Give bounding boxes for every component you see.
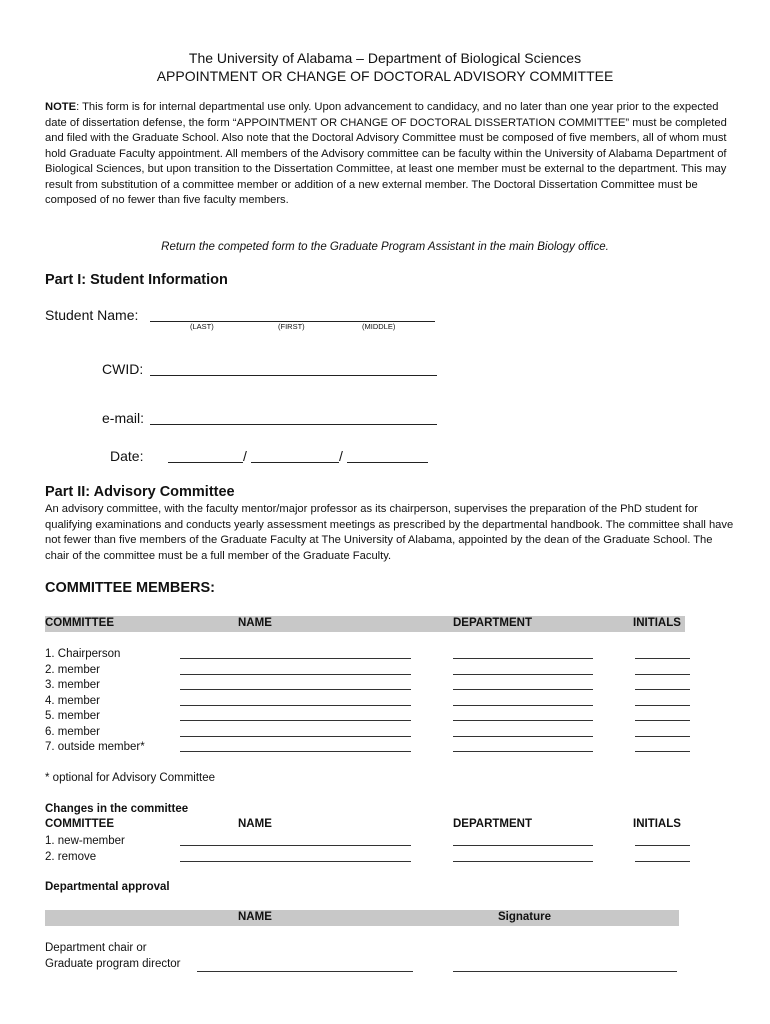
name-field[interactable] [180, 850, 411, 862]
committee-role: 3. member [45, 679, 100, 691]
committee-row [45, 647, 695, 663]
form-title: The University of Alabama – Department of Biological Sciences [188, 50, 582, 66]
name-field[interactable] [180, 725, 411, 737]
committee-role: 4. member [45, 694, 100, 707]
middle-name-caption: (MIDDLE) [362, 322, 396, 331]
committee-role: 1. Chairperson [45, 648, 121, 660]
changes-row [45, 834, 695, 850]
date-label: Date: [110, 448, 144, 464]
form-subtitle: APPOINTMENT OR CHANGE OF DOCTORAL ADVISORY COMMITTEE [156, 68, 614, 84]
approval-col-name: NAME [238, 911, 272, 923]
department-field[interactable] [453, 709, 593, 721]
part2-paragraph: An advisory committee, with the faculty mentor/major professor as its chairperson, supervises the preparation of the PhD student for qualifying examinations and conducts yearly assessment meetings as prescribed by the departmental handbook. The committee shall have not fewer than five members of the Graduate Faculty at The University of Alabama, appointed by the dean of the Graduate School. The chair of the committee must be a full member of the Graduate Faculty. [45, 503, 734, 562]
committee-footnote: * optional for Advisory Committee [45, 772, 216, 784]
date-year-field[interactable] [347, 448, 428, 463]
date-slash-2: / [339, 448, 343, 464]
committee-role: 5. member [45, 710, 100, 722]
name-field[interactable] [180, 678, 411, 690]
name-field[interactable] [180, 663, 411, 675]
initials-field[interactable] [635, 740, 690, 752]
committee-row [45, 694, 695, 710]
committee-header-bar [45, 616, 685, 632]
approval-header-bar [45, 910, 679, 926]
approver-name-field[interactable] [197, 960, 413, 972]
changes-col-initials: INITIALS [633, 818, 681, 830]
note-text: : This form is for internal departmental use only. Upon advancement to candidacy, and no later than one year prior to the expected date of dissertation defense, the form “APPOINTMENT OR CHANGE OF DOCTORAL DISSERTATION COMMITTEE” must be completed and filed with the Graduate School. Also note that the Doctoral Advisory Committee must be composed of five members, all of whom must hold Graduate Faculty appointment. All members of the Advisory committee can be faculty within the University of Alabama Department of Biological Sciences, but upon transition to the Dissertation Committee, at least one member must be external to the department. This may result from substitution of a committee member or addition of a new external member. The Doctoral Dissertation Committee must be composed of no fewer than five faculty members. [45, 101, 727, 206]
col-department: DEPARTMENT [453, 617, 533, 629]
signature-field[interactable] [453, 960, 677, 972]
name-field[interactable] [180, 694, 411, 706]
changes-col-name: NAME [238, 818, 272, 830]
department-field[interactable] [453, 850, 593, 862]
student-name-field[interactable] [150, 307, 435, 322]
col-committee: COMMITTEE [45, 617, 114, 629]
committee-row [45, 678, 695, 694]
committee-row [45, 663, 695, 679]
department-field[interactable] [453, 678, 593, 690]
part1-heading: Part I: Student Information [45, 272, 228, 288]
department-field[interactable] [453, 647, 593, 659]
name-field[interactable] [180, 834, 411, 846]
cwid-field[interactable] [150, 361, 437, 376]
col-name: NAME [238, 617, 272, 629]
name-field[interactable] [180, 647, 411, 659]
note-paragraph [45, 100, 735, 209]
committee-role: 7. outside member* [45, 741, 145, 753]
changes-col-committee: COMMITTEE [45, 818, 114, 830]
part2-heading: Part II: Advisory Committee [45, 484, 235, 500]
department-field[interactable] [453, 725, 593, 737]
approval-role-line2: Graduate program director [45, 958, 181, 970]
committee-role: 6. member [45, 725, 100, 738]
date-day-field[interactable] [251, 448, 339, 463]
approval-role-line1: Department chair or [45, 942, 147, 954]
approval-col-signature: Signature [498, 911, 552, 923]
department-field[interactable] [453, 740, 593, 752]
change-type: 2. remove [45, 850, 97, 863]
student-name-label: Student Name: [45, 307, 139, 323]
department-field[interactable] [453, 834, 593, 846]
department-field[interactable] [453, 663, 593, 675]
changes-heading: Changes in the committee [45, 803, 189, 815]
cwid-label: CWID: [102, 361, 144, 377]
committee-row [45, 709, 695, 725]
initials-field[interactable] [635, 834, 690, 846]
col-initials: INITIALS [633, 617, 681, 629]
changes-col-department: DEPARTMENT [453, 818, 533, 830]
date-slash-1: / [243, 448, 247, 464]
email-label: e-mail: [102, 410, 145, 426]
change-type: 1. new-member [45, 835, 125, 847]
committee-row [45, 740, 695, 756]
initials-field[interactable] [635, 678, 690, 690]
committee-role: 2. member [45, 663, 100, 676]
name-field[interactable] [180, 709, 411, 721]
initials-field[interactable] [635, 663, 690, 675]
changes-row [45, 850, 695, 866]
return-instruction: Return the competed form to the Graduate Program Assistant in the main Biology office. [161, 241, 609, 253]
changes-rows [45, 834, 695, 865]
name-field[interactable] [180, 740, 411, 752]
last-name-caption: (LAST) [190, 322, 214, 331]
date-month-field[interactable] [168, 448, 243, 463]
note-label: NOTE [45, 101, 77, 113]
first-name-caption: (FIRST) [278, 322, 305, 331]
initials-field[interactable] [635, 694, 690, 706]
department-field[interactable] [453, 694, 593, 706]
email-field[interactable] [150, 410, 437, 425]
initials-field[interactable] [635, 647, 690, 659]
approval-heading: Departmental approval [45, 881, 170, 893]
initials-field[interactable] [635, 709, 690, 721]
initials-field[interactable] [635, 850, 690, 862]
committee-members-heading: COMMITTEE MEMBERS: [45, 580, 215, 596]
committee-rows [45, 647, 695, 756]
initials-field[interactable] [635, 725, 690, 737]
committee-row [45, 725, 695, 741]
